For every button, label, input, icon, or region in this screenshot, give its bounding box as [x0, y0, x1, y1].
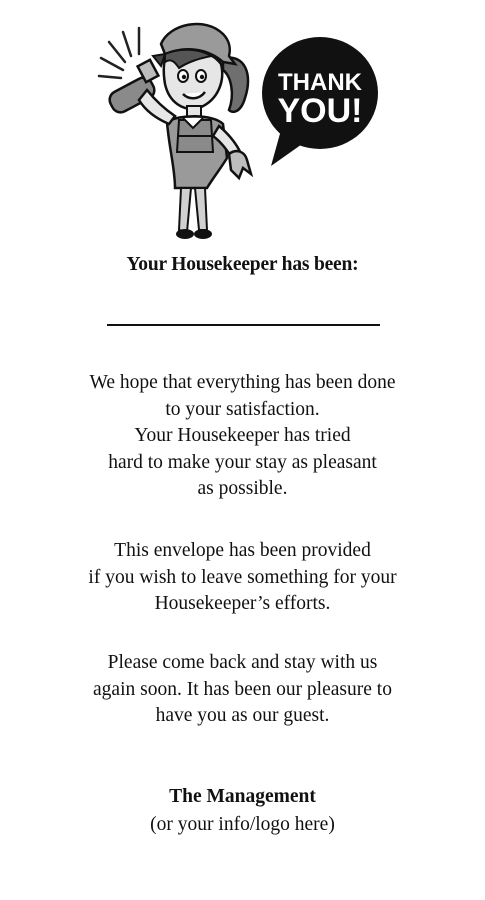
paragraph-line: Please come back and stay with us [107, 652, 378, 673]
thank-you-speech-bubble [262, 37, 378, 166]
paragraph-line: if you wish to leave something for your [88, 566, 397, 588]
paragraph-envelope [0, 538, 485, 618]
signature-subtitle: (or your info/logo here) [150, 814, 335, 835]
paragraph-line: This envelope has been provided [114, 540, 371, 561]
spray-lines-icon [99, 28, 139, 78]
housekeeper-illustration [95, 18, 395, 246]
housekeeper-heading: Your Housekeeper has been: [126, 254, 359, 275]
paragraph-line: We hope that everything has been done [89, 372, 396, 393]
paragraph-satisfaction [0, 370, 485, 503]
housekeeper-name-line [107, 324, 380, 326]
paragraph-line: again soon. It has been our pleasure to [93, 678, 392, 700]
paragraph-line: Your Housekeeper has tried [134, 425, 351, 446]
paragraph-line: have you as our guest. [155, 705, 330, 726]
paragraph-line: as possible. [197, 478, 288, 499]
signature-title: The Management [169, 786, 316, 807]
paragraph-line: hard to make your stay as pleasant [108, 451, 377, 473]
bubble-text-line1: THANK [278, 69, 362, 96]
housekeeper-with-spray-bottle-icon [95, 18, 395, 246]
paragraph-line: to your satisfaction. [165, 398, 320, 420]
bubble-text-line2: YOU! [277, 92, 363, 130]
paragraph-come-back [0, 650, 485, 730]
paragraph-line: Housekeeper’s efforts. [154, 593, 331, 614]
